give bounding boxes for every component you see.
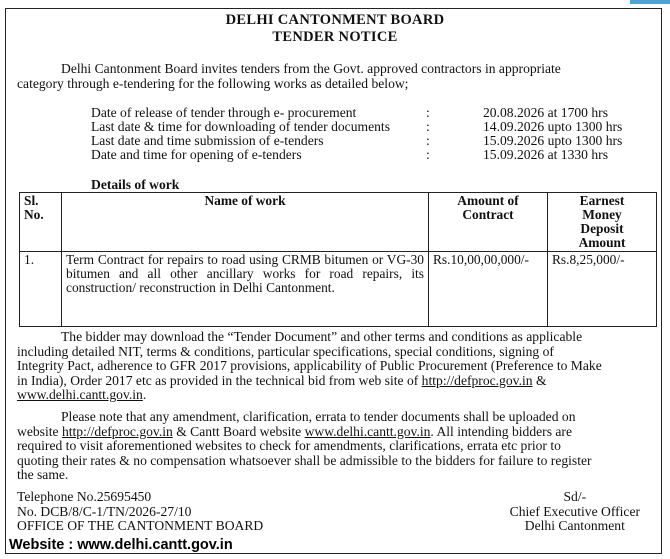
schedule-row: Date and time for opening of e-tenders : 15.09.2026 at 1330 hrs <box>91 147 608 162</box>
table-row <box>20 252 657 327</box>
cell-sl: 1. <box>20 252 62 327</box>
footer-left <box>17 490 263 534</box>
schedule-row: Date of release of tender through e- procurement : 20.08.2026 at 1700 hrs <box>91 105 608 120</box>
signature-block <box>510 490 640 534</box>
schedule-row: Last date & time for downloading of tender documents : 14.09.2026 upto 1300 hrs <box>91 119 623 134</box>
schedule-row: Last date and time submission of e-tenders : 15.09.2026 upto 1300 hrs <box>91 133 623 148</box>
notice-title: TENDER NOTICE <box>272 29 398 45</box>
header-earnest-money: Earnest Money Deposit Amount <box>548 193 657 252</box>
amendment-paragraph: Please note that any amendment, clarification, errata to tender documents shall be uploaded on website http://defproc.gov.in & Cantt Board website www.delhi.cantt.gov.in. All intending bidders are required to visit aforementioned websites to check for amendments, clarifications, errata etc prior to quoting their rates & no compensation whatsoever shall be admissible to the bidders for failure to register the same. <box>17 409 592 482</box>
header-sl-no: Sl. No. <box>20 193 62 252</box>
table-header-row <box>20 193 657 252</box>
designation: Chief Executive Officer <box>509 503 640 519</box>
intro-line-2: category through e-tendering for the following works as detailed below; <box>17 75 409 91</box>
header-amount: Amount of Contract <box>429 193 548 252</box>
details-title: Details of work <box>91 177 180 192</box>
defproc-link[interactable]: http://defproc.gov.in <box>421 372 533 388</box>
top-strip <box>0 0 670 6</box>
reference-number: No. DCB/8/C-1/TN/2026-27/10 <box>17 503 192 519</box>
works-table <box>19 192 657 327</box>
intro-paragraph <box>17 62 657 91</box>
cell-emd: Rs.8,25,000/- <box>548 252 657 327</box>
organization: Delhi Cantonment <box>524 518 625 533</box>
intro-line-1: Delhi Cantonment Board invites tenders from the Govt. approved contractors in appropriate <box>61 61 561 76</box>
defproc-link[interactable]: http://defproc.gov.in <box>61 423 173 439</box>
cantt-website-link[interactable]: www.delhi.cantt.gov.in <box>304 423 431 439</box>
header-name-of-work: Name of work <box>62 193 429 252</box>
telephone: Telephone No.25695450 <box>17 489 152 504</box>
top-accent <box>630 0 670 4</box>
signature: Sd/- <box>563 489 587 504</box>
office-name: OFFICE OF THE CANTONMENT BOARD <box>17 518 264 533</box>
cantt-website-link[interactable]: www.delhi.cantt.gov.in <box>17 387 143 402</box>
cell-name-of-work: Term Contract for repairs to road using CRMB bitumen or VG-30 bitumen and all other ancillary works for road repairs, its construction/ reconstruction in Delhi Cantonment. <box>62 252 429 327</box>
board-name: DELHI CANTONMENT BOARD <box>225 12 445 28</box>
website-banner: Website : www.delhi.cantt.gov.in <box>9 537 233 553</box>
cell-amount: Rs.10,00,00,000/- <box>429 252 548 327</box>
download-paragraph: The bidder may download the “Tender Document” and other terms and conditions as applicable including detailed NIT, terms & conditions, particular specifications, special conditions, signing of Integrity Pact, adherence to GFR 2017 provisions, applicability of Public Procurement (Preference to Make in India), Order 2017 etc as provided in the technical bid from web site of http://defproc.gov.in & www.delhi.cantt.gov.in. <box>17 329 602 402</box>
